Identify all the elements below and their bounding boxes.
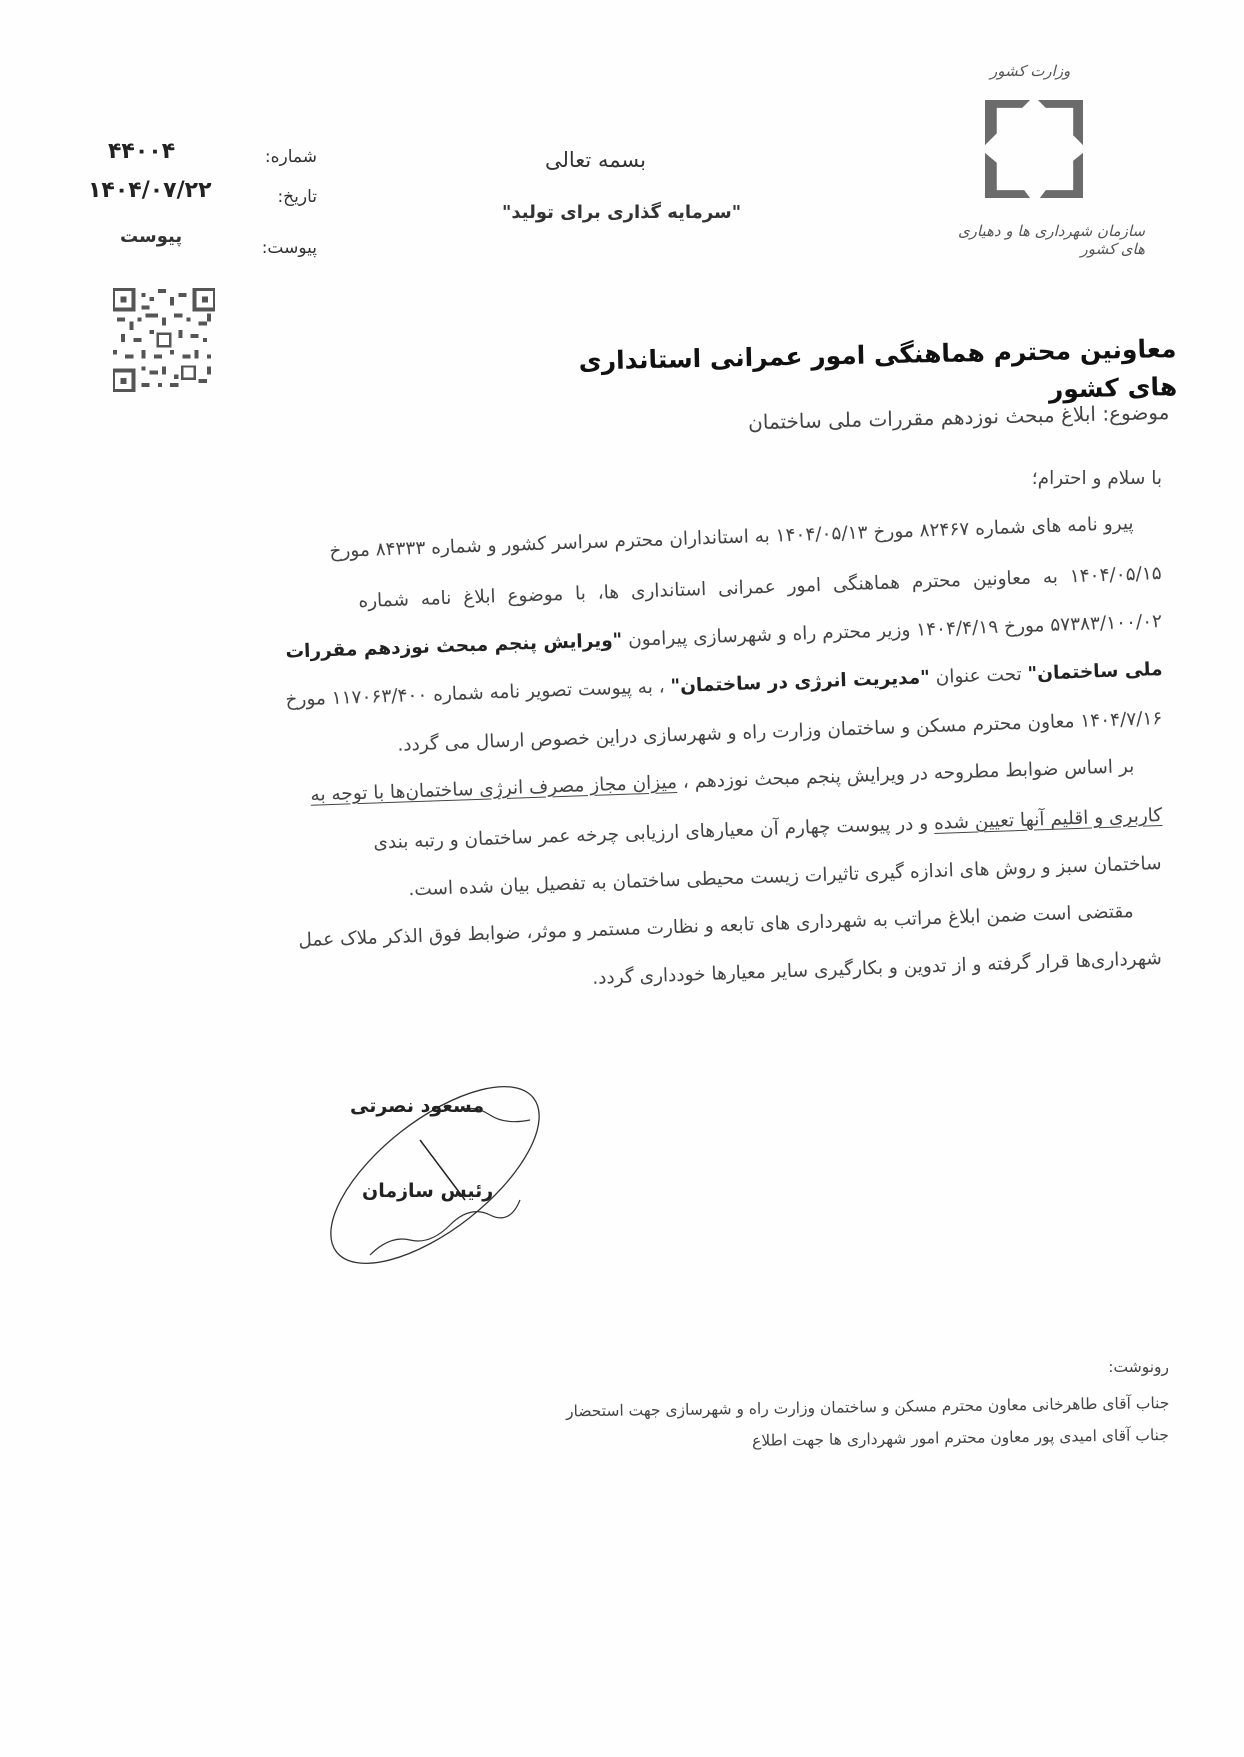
square-frame-logo-icon: [985, 100, 1083, 198]
body-p2-line1-text: بر اساس ضوابط مطروحه در ویرایش پنجم مبحث نوزدهم ،: [682, 756, 1135, 793]
attachment-value: پیوست: [120, 226, 183, 247]
recipient-heading: معاونین محترم هماهنگی امور عمرانی استانداری های کشور: [578, 333, 1178, 404]
body-p2-line1-underlined: میزان مجاز مصرف انرژی ساختمان‌ها با توجه به: [309, 771, 678, 806]
date-label: تاریخ:: [277, 187, 317, 207]
body-p1-line2: ۱۴۰۴/۰۵/۱۵ به معاونین محترم هماهنگی امور عمرانی استانداری ها، با موضوع ابلاغ نامه شماره: [358, 563, 1163, 613]
body-p2-line2-underlined: کاربری و اقلیم آنها تعیین شده: [933, 805, 1163, 834]
body-p3-line2: شهرداری‌ها قرار گرفته و از تدوین و بکارگیری سایر معیارها خودداری گردد.: [592, 948, 1163, 989]
subject-label: موضوع:: [1101, 400, 1170, 426]
body-p1-line1: پیرو نامه های شماره ۸۲۴۶۷ مورخ ۱۴۰۴/۰۵/۱۳ به استانداران محترم سراسر کشور و شماره ۸۴۳۳۳ مورخ: [329, 513, 1135, 563]
body-p1-line4-bold-b: "مدیریت انرژی در ساختمان": [669, 667, 930, 698]
cc-item: جناب آقای امیدی پور معاون محترم امور شهرداری ها جهت اطلاع: [752, 1426, 1170, 1450]
body-p2-line3: ساختمان سبز و روش های اندازه گیری تاثیرات زیست محیطی ساختمان به تفصیل بیان شده است.: [408, 853, 1163, 901]
body-p1-line4-end: ، به پیوست تصویر نامه شماره ۱۱۷۰۶۳/۴۰۰ مورخ: [284, 676, 665, 711]
cc-label: رونوشت:: [1108, 1358, 1169, 1376]
slogan: "سرمایه گذاری برای تولید": [502, 202, 742, 223]
cc-item: جناب آقای طاهرخانی معاون محترم مسکن و ساختمان وزارت راه و شهرسازی جهت استحضار: [565, 1394, 1170, 1421]
number-label: شماره:: [264, 147, 317, 167]
attachment-label: پیوست:: [261, 238, 317, 258]
organization-name: سازمان شهرداری ها و دهیاری های کشور: [957, 222, 1145, 258]
body-p1-line3-text: ۵۷۳۸۳/۱۰۰/۰۲ مورخ ۱۴۰۴/۴/۱۹ وزیر محترم راه و شهرسازی پیرامون: [627, 611, 1163, 651]
body-p2-line2-text: و در پیوست چهارم آن معیارهای ارزیابی چرخه عمر ساختمان و رتبه بندی: [372, 813, 929, 854]
signatory-name: مسعود نصرتی: [350, 1095, 485, 1117]
body-p1-line5: ۱۴۰۴/۷/۱۶ معاون محترم مسکن و ساختمان وزارت راه و شهرسازی دراین خصوص ارسال می گردد.: [396, 708, 1163, 756]
letter-number: ۴۴۰۰۴: [108, 139, 176, 164]
subject-text: ابلاغ مبحث نوزدهم مقررات ملی ساختمان: [747, 401, 1096, 435]
ministry-name: وزارت کشور: [990, 62, 1071, 80]
qr-code-icon: [113, 288, 215, 392]
signatory-title: رئیس سازمان: [362, 1180, 494, 1202]
body-p3-line1: مقتضی است ضمن ابلاغ مراتب به شهرداری های تابعه و نظارت مستمر و موثر، ضوابط فوق الذکر ملاک عمل: [298, 901, 1135, 952]
body-p1-line3-bold: "ویرایش پنجم مبحث نوزدهم مقررات: [285, 629, 623, 663]
body-p1-line4-bold-a: ملی ساختمان": [1026, 659, 1163, 685]
body-p1-line4-mid: تحت عنوان: [934, 663, 1022, 688]
greeting: با سلام و احترام؛: [1031, 468, 1162, 489]
invocation: بسمه تعالی: [545, 148, 646, 172]
letter-date: ۱۴۰۴/۰۷/۲۲: [88, 178, 212, 203]
